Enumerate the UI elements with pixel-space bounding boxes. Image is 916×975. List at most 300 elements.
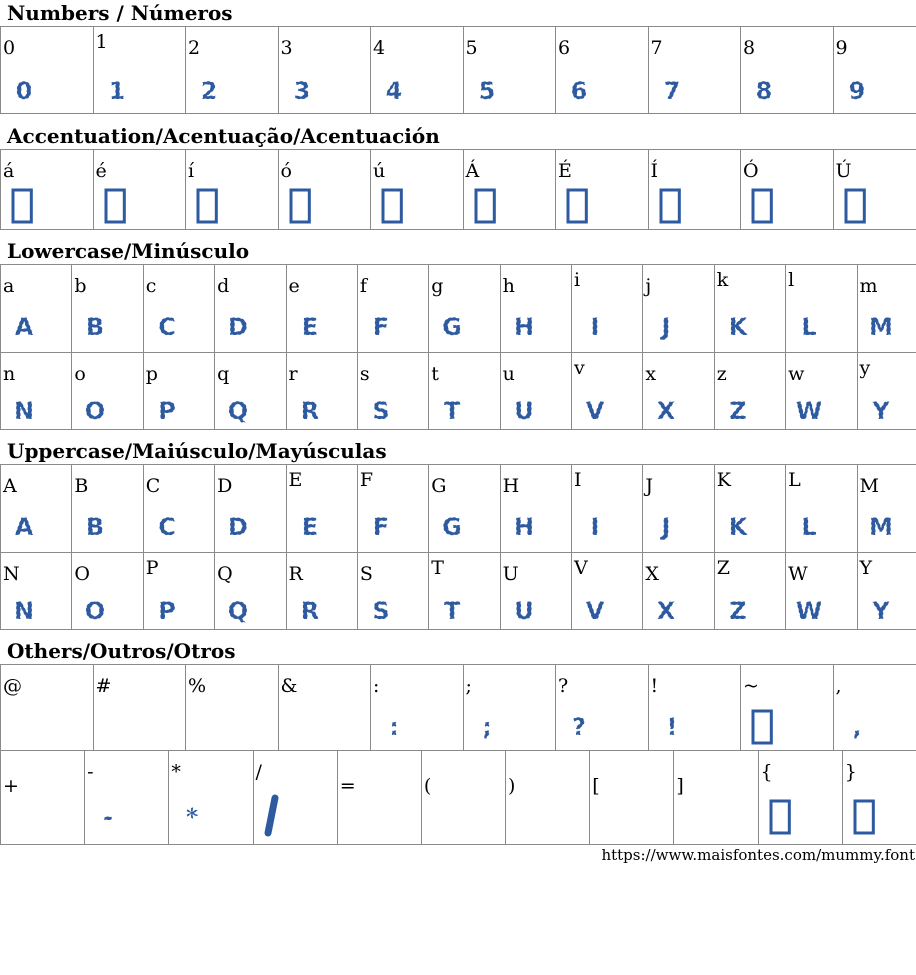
glyph-cell [93, 27, 186, 114]
glyph-label: X [645, 563, 659, 585]
glyph-label: w [788, 363, 805, 385]
glyph-label: e [288, 275, 300, 297]
glyph-label: Y [859, 557, 873, 579]
glyph-preview [366, 311, 396, 345]
glyph-cell [286, 265, 357, 353]
glyph-cell [714, 265, 785, 353]
glyph-label: v [574, 357, 585, 379]
glyph-cell [215, 353, 286, 430]
glyph-preview [93, 801, 123, 835]
svg-text:!: ! [666, 713, 677, 741]
glyph-label: 0 [3, 37, 16, 59]
missing-glyph-box-icon [751, 188, 773, 228]
glyph-preview [794, 511, 824, 545]
glyph-cell [741, 150, 834, 230]
glyph-cell [590, 751, 674, 845]
svg-text:B: B [86, 313, 105, 341]
glyph-label: E [288, 469, 303, 491]
glyph-preview [177, 801, 207, 835]
svg-text:I: I [590, 513, 600, 541]
svg-text:2: 2 [200, 77, 218, 105]
svg-text:C: C [157, 513, 176, 541]
glyph-preview [437, 395, 467, 429]
glyph-cell [643, 553, 714, 630]
svg-text:P: P [157, 597, 176, 625]
glyph-preview [651, 311, 681, 345]
glyph-label: 3 [280, 37, 293, 59]
svg-text:4: 4 [385, 77, 403, 105]
glyph-label: Q [217, 563, 233, 585]
footer-url: https://www.maisfontes.com/mummy.font [601, 846, 915, 864]
glyph-label: g [431, 275, 444, 297]
svg-text:K: K [728, 513, 748, 541]
svg-text::: : [389, 713, 399, 741]
glyph-preview [842, 711, 872, 745]
glyph-row [0, 464, 916, 553]
glyph-preview [9, 595, 39, 629]
glyph-label: á [3, 160, 15, 182]
svg-text:A: A [14, 313, 34, 341]
glyph-label: Á [465, 160, 480, 182]
glyph-cell [72, 553, 143, 630]
glyph-label: Z [716, 557, 730, 579]
glyph-preview [580, 511, 610, 545]
svg-text:7: 7 [663, 77, 680, 105]
glyph-preview [509, 511, 539, 545]
glyph-cell [169, 751, 253, 845]
glyph-preview [295, 395, 325, 429]
glyph-cell [572, 353, 643, 430]
glyph-label: H [502, 475, 520, 497]
glyph-cell [1, 353, 72, 430]
svg-text:D: D [228, 513, 249, 541]
glyph-cell [572, 265, 643, 353]
missing-glyph-box-icon [844, 188, 866, 228]
glyph-cell [143, 465, 214, 553]
glyph-cell [463, 27, 556, 114]
glyph-cell [857, 465, 916, 553]
glyph-label: I [574, 469, 582, 491]
glyph-preview [152, 595, 182, 629]
glyph-preview [9, 511, 39, 545]
glyph-label: , [835, 675, 842, 697]
glyph-cell [186, 665, 279, 751]
glyph-preview [194, 75, 224, 109]
glyph-preview [794, 311, 824, 345]
svg-text:W: W [795, 397, 823, 425]
glyph-preview [80, 311, 110, 345]
svg-text:Y: Y [871, 397, 890, 425]
svg-text:N: N [13, 597, 35, 625]
glyph-cell [556, 665, 649, 751]
glyph-cell [556, 150, 649, 230]
svg-text:H: H [513, 313, 534, 341]
glyph-cell [357, 553, 428, 630]
glyph-cell [421, 751, 505, 845]
glyph-label: 8 [743, 37, 756, 59]
glyph-label: ? [558, 675, 569, 697]
glyph-cell [1, 665, 94, 751]
missing-glyph-box-icon [751, 709, 773, 749]
glyph-cell [857, 353, 916, 430]
section-title: Lowercase/Minúsculo [7, 239, 250, 263]
glyph-label: 7 [650, 37, 663, 59]
svg-text:X: X [657, 397, 676, 425]
glyph-preview [152, 511, 182, 545]
glyph-cell [500, 353, 571, 430]
glyph-label: & [280, 675, 298, 697]
svg-text:,: , [851, 713, 862, 741]
glyph-preview [80, 511, 110, 545]
glyph-label: } [844, 761, 857, 783]
glyph-label: @ [3, 675, 22, 697]
svg-text:V: V [585, 397, 605, 425]
glyph-cell [463, 665, 556, 751]
svg-text:F: F [372, 313, 390, 341]
glyph-cell [741, 27, 834, 114]
glyph-label: - [87, 761, 94, 783]
glyph-cell [429, 265, 500, 353]
missing-glyph-box-icon [474, 188, 496, 228]
glyph-label: R [288, 563, 303, 585]
glyph-cell [714, 553, 785, 630]
glyph-label: K [716, 469, 731, 491]
svg-text:D: D [228, 313, 249, 341]
svg-text:E: E [301, 513, 318, 541]
glyph-cell [714, 353, 785, 430]
glyph-preview [580, 595, 610, 629]
svg-text:S: S [372, 597, 390, 625]
glyph-preview [437, 511, 467, 545]
svg-text:Z: Z [729, 597, 747, 625]
svg-text:V: V [585, 597, 605, 625]
glyph-label: u [502, 363, 515, 385]
missing-glyph-box-icon [196, 188, 218, 228]
glyph-cell [357, 265, 428, 353]
svg-text:H: H [513, 513, 534, 541]
glyph-preview [437, 311, 467, 345]
glyph-label: a [3, 275, 15, 297]
glyph-cell [278, 665, 371, 751]
glyph-label: 1 [95, 31, 108, 53]
glyph-label: T [431, 557, 444, 579]
missing-glyph-box-icon [853, 799, 875, 839]
glyph-preview [723, 511, 753, 545]
glyph-preview [866, 595, 896, 629]
glyph-cell [93, 665, 186, 751]
glyph-preview [295, 511, 325, 545]
glyph-preview [9, 311, 39, 345]
section-title: Others/Outros/Otros [7, 639, 236, 663]
glyph-label: ) [508, 775, 516, 797]
glyph-label: L [788, 469, 801, 491]
svg-text:E: E [301, 313, 318, 341]
glyph-label: ~ [743, 675, 759, 697]
svg-text:S: S [372, 397, 390, 425]
glyph-label: ( [423, 775, 432, 797]
glyph-cell [786, 265, 857, 353]
glyph-row [0, 664, 916, 751]
glyph-label: / [255, 761, 262, 783]
svg-text:1: 1 [108, 77, 125, 105]
glyph-label: O [74, 563, 90, 585]
section-title: Accentuation/Acentuação/Acentuación [7, 124, 440, 148]
glyph-label: h [502, 275, 515, 297]
svg-text:U: U [513, 397, 534, 425]
glyph-cell [371, 665, 464, 751]
svg-text:J: J [661, 513, 671, 541]
svg-text:3: 3 [293, 77, 310, 105]
glyph-preview [223, 595, 253, 629]
svg-text:*: * [186, 803, 199, 831]
glyph-preview [379, 711, 409, 745]
glyph-label: q [217, 363, 230, 385]
glyph-label: k [716, 269, 729, 291]
glyph-cell [429, 353, 500, 430]
glyph-label: % [188, 675, 207, 697]
glyph-preview [749, 75, 779, 109]
glyph-label: j [645, 275, 652, 297]
glyph-cell [643, 465, 714, 553]
glyph-label: ; [465, 675, 472, 697]
glyph-cell [215, 553, 286, 630]
glyph-cell [572, 553, 643, 630]
glyph-preview [223, 395, 253, 429]
glyph-label: P [145, 557, 159, 579]
glyph-preview [580, 395, 610, 429]
svg-text:X: X [657, 597, 676, 625]
section-title: Uppercase/Maiúsculo/Mayúsculas [7, 439, 387, 463]
glyph-cell [674, 751, 758, 845]
missing-glyph-box-icon [104, 188, 126, 228]
glyph-preview [842, 75, 872, 109]
svg-text:M: M [868, 513, 893, 541]
glyph-cell [1, 751, 85, 845]
glyph-preview [564, 711, 594, 745]
glyph-label: V [574, 557, 588, 579]
glyph-label: Í [650, 160, 659, 182]
glyph-cell [143, 353, 214, 430]
glyph-cell [85, 751, 169, 845]
glyph-label: ó [280, 160, 292, 182]
glyph-preview [866, 395, 896, 429]
svg-text:O: O [85, 597, 106, 625]
glyph-label: ú [373, 160, 386, 182]
svg-text:B: B [86, 513, 105, 541]
glyph-cell [72, 353, 143, 430]
glyph-preview [379, 75, 409, 109]
glyph-row [0, 149, 916, 230]
glyph-preview [509, 395, 539, 429]
glyph-cell [278, 27, 371, 114]
svg-text:-: - [103, 803, 114, 831]
glyph-row [0, 352, 916, 430]
glyph-preview [295, 311, 325, 345]
svg-text:9: 9 [848, 77, 865, 105]
svg-text:0: 0 [15, 77, 33, 105]
svg-text:F: F [372, 513, 390, 541]
glyph-label: d [217, 275, 230, 297]
glyph-preview [437, 595, 467, 629]
glyph-cell [556, 27, 649, 114]
missing-glyph-box-icon [289, 188, 311, 228]
glyph-label: í [188, 160, 195, 182]
glyph-cell [500, 465, 571, 553]
glyph-label: M [859, 475, 879, 497]
glyph-label: C [145, 475, 161, 497]
glyph-cell [714, 465, 785, 553]
glyph-label: É [558, 160, 572, 182]
glyph-cell [72, 465, 143, 553]
glyph-cell [93, 150, 186, 230]
glyph-cell [572, 465, 643, 553]
glyph-cell [786, 353, 857, 430]
glyph-preview [472, 711, 502, 745]
glyph-label: D [217, 475, 233, 497]
svg-text:R: R [300, 597, 319, 625]
svg-text:L: L [801, 313, 817, 341]
glyph-label: x [645, 363, 657, 385]
glyph-cell [741, 665, 834, 751]
glyph-cell [643, 353, 714, 430]
glyph-label: m [859, 275, 878, 297]
glyph-preview [262, 793, 282, 843]
glyph-label: B [74, 475, 89, 497]
missing-glyph-box-icon [566, 188, 588, 228]
glyph-label: f [359, 275, 367, 297]
glyph-label: 9 [835, 37, 848, 59]
glyph-row [0, 552, 916, 630]
glyph-cell [1, 27, 94, 114]
glyph-cell [286, 465, 357, 553]
glyph-cell [786, 553, 857, 630]
glyph-cell [857, 553, 916, 630]
glyph-label: G [431, 475, 447, 497]
glyph-preview [366, 511, 396, 545]
svg-text:T: T [444, 397, 461, 425]
glyph-cell [143, 265, 214, 353]
glyph-label: p [145, 363, 158, 385]
glyph-label: é [95, 160, 107, 182]
glyph-preview [509, 311, 539, 345]
glyph-label: = [339, 775, 356, 797]
glyph-preview [657, 75, 687, 109]
glyph-preview [366, 395, 396, 429]
glyph-label: r [288, 363, 298, 385]
glyph-label: ] [676, 775, 684, 797]
glyph-label: J [645, 475, 653, 497]
glyph-preview [223, 511, 253, 545]
glyph-label: A [3, 475, 17, 497]
glyph-cell [500, 265, 571, 353]
glyph-row [0, 264, 916, 353]
glyph-cell [648, 665, 741, 751]
glyph-label: ! [650, 675, 659, 697]
svg-text:L: L [801, 513, 817, 541]
glyph-cell [371, 27, 464, 114]
svg-text:;: ; [481, 713, 492, 741]
glyph-row [0, 750, 916, 845]
glyph-preview [287, 75, 317, 109]
svg-text:J: J [661, 313, 671, 341]
glyph-preview [9, 395, 39, 429]
glyph-cell [286, 553, 357, 630]
glyph-label: c [145, 275, 157, 297]
svg-text:Z: Z [729, 397, 747, 425]
glyph-cell [357, 465, 428, 553]
glyph-label: o [74, 363, 86, 385]
glyph-preview [366, 595, 396, 629]
glyph-label: + [3, 775, 19, 797]
glyph-preview [102, 75, 132, 109]
missing-glyph-box-icon [659, 188, 681, 228]
svg-text:Q: Q [227, 397, 249, 425]
glyph-cell [337, 751, 421, 845]
glyph-cell [186, 150, 279, 230]
glyph-cell [833, 27, 916, 114]
glyph-label: 5 [465, 37, 478, 59]
glyph-preview [723, 395, 753, 429]
glyph-cell [286, 353, 357, 430]
glyph-cell [833, 665, 916, 751]
glyph-cell [500, 553, 571, 630]
glyph-label: z [716, 363, 727, 385]
glyph-preview [9, 75, 39, 109]
svg-text:R: R [300, 397, 319, 425]
glyph-label: : [373, 675, 380, 697]
glyph-label: 2 [188, 37, 201, 59]
svg-text:6: 6 [570, 77, 588, 105]
glyph-label: N [3, 563, 20, 585]
glyph-label: s [359, 363, 370, 385]
glyph-cell [357, 353, 428, 430]
glyph-cell [253, 751, 337, 845]
svg-text:G: G [442, 313, 463, 341]
svg-text:U: U [513, 597, 534, 625]
glyph-label: l [788, 269, 795, 291]
glyph-preview [651, 511, 681, 545]
glyph-preview [657, 711, 687, 745]
missing-glyph-box-icon [381, 188, 403, 228]
glyph-cell [1, 465, 72, 553]
glyph-preview [866, 311, 896, 345]
glyph-preview [580, 311, 610, 345]
glyph-cell [648, 150, 741, 230]
glyph-preview [295, 595, 325, 629]
glyph-cell [1, 150, 94, 230]
svg-text:A: A [14, 513, 34, 541]
glyph-label: t [431, 363, 439, 385]
glyph-label: i [574, 269, 581, 291]
glyph-preview [794, 595, 824, 629]
glyph-cell [72, 265, 143, 353]
glyph-preview [651, 595, 681, 629]
glyph-cell [463, 150, 556, 230]
glyph-cell [143, 553, 214, 630]
glyph-label: W [788, 563, 808, 585]
glyph-cell [842, 751, 916, 845]
svg-text:P: P [157, 397, 176, 425]
glyph-label: 6 [558, 37, 571, 59]
glyph-label: n [3, 363, 16, 385]
svg-text:8: 8 [755, 77, 773, 105]
glyph-preview [651, 395, 681, 429]
glyph-label: # [95, 675, 112, 697]
glyph-cell [506, 751, 590, 845]
glyph-preview [866, 511, 896, 545]
glyph-preview [80, 395, 110, 429]
glyph-preview [794, 395, 824, 429]
